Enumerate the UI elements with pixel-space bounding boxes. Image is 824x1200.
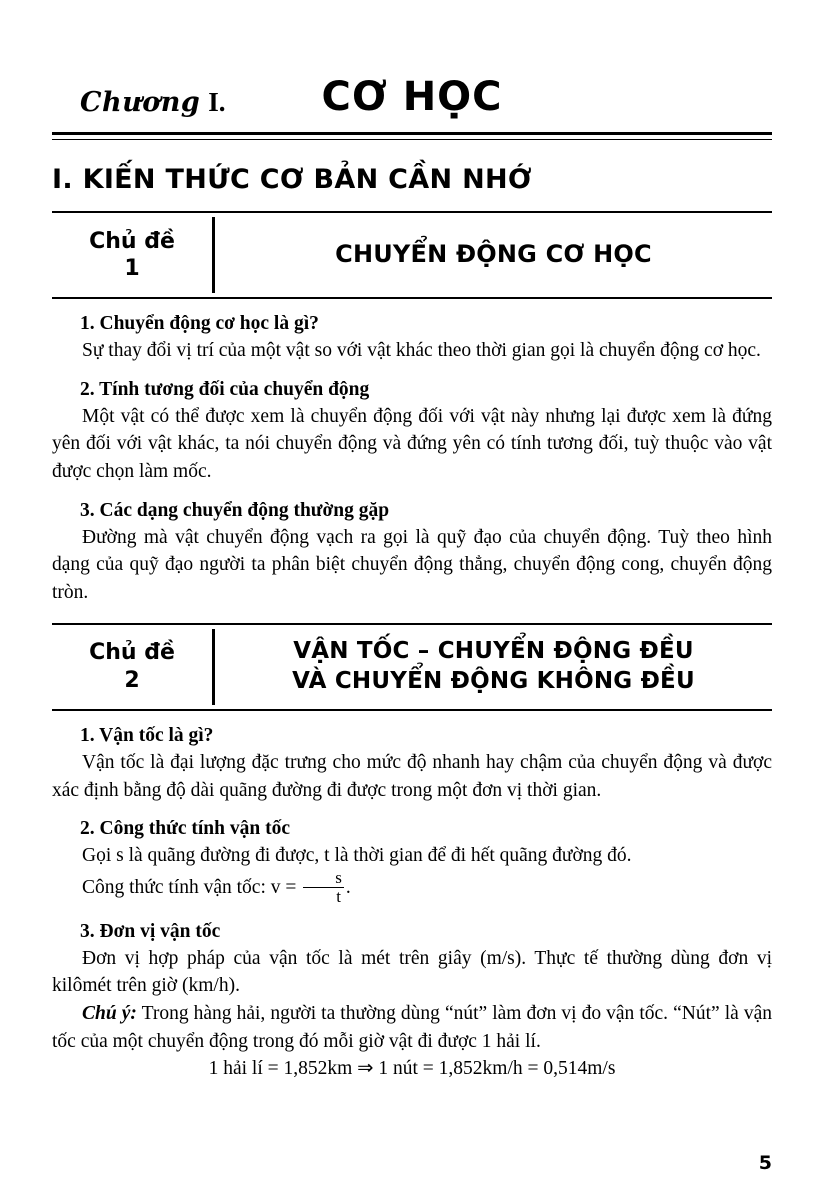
chapter-header (52, 46, 772, 124)
note-label: Chú ý: (82, 1002, 137, 1024)
velocity-fraction (303, 869, 344, 906)
topic-1-label-group (52, 213, 212, 297)
topic-1-number: 1 (124, 256, 140, 281)
topic-2-label: Chủ đề (89, 640, 175, 666)
header-divider (52, 132, 772, 140)
topic-2-item-2-text: Gọi s là quãng đường đi được, t là thời gian để đi hết quãng đường đó. (82, 845, 632, 867)
topic-2-item-3-heading: 3. Đơn vị vận tốc (80, 920, 221, 942)
note-text: Trong hàng hải, người ta thường dùng “nút” làm đơn vị đo vận tốc. “Nút” là vận tốc của một chuyển động trong đó mỗi giờ vật đi được 1 hải lí. (52, 1002, 772, 1052)
topic-box-2 (52, 623, 772, 711)
page-number: 5 (758, 1152, 772, 1174)
topic-2-item-2-heading: 2. Công thức tính vận tốc (80, 818, 290, 840)
topic-1-item-3-heading: 3. Các dạng chuyển động thường gặp (80, 499, 390, 521)
topic-1-title: CHUYỂN ĐỘNG CƠ HỌC (335, 240, 652, 269)
velocity-formula-prefix: Công thức tính vận tốc: v = (82, 876, 302, 898)
topic-1-label: Chủ đề (89, 228, 175, 254)
section-heading: I. KIẾN THỨC CƠ BẢN CẦN NHỚ (52, 164, 532, 195)
topic-2-item-1-text: Vận tốc là đại lượng đặc trưng cho mức độ nhanh hay chậm của chuyển động và được xác định bằng độ dài quãng đường đi được trong một đơn vị thời gian. (52, 751, 772, 801)
topic-2-title-line2: VÀ CHUYỂN ĐỘNG KHÔNG ĐỀU (292, 667, 695, 694)
chapter-number: I. (208, 87, 226, 117)
topic-2-number: 2 (124, 667, 140, 693)
topic-1-item-3-text: Đường mà vật chuyển động vạch ra gọi là quỹ đạo của chuyển động. Tuỳ theo hình dạng của quỹ đạo người ta phân biệt chuyển động thẳng, chuyển động cong, chuyển động tròn. (52, 526, 772, 604)
topic-1-item-1-heading: 1. Chuyển động cơ học là gì? (80, 313, 319, 334)
topic-1-item-1-text: Sự thay đổi vị trí của một vật so với vật khác theo thời gian gọi là chuyển động cơ học. (82, 340, 761, 361)
topic-2-title (215, 625, 772, 709)
chapter-word: Chương (80, 87, 201, 118)
topic-2-note (52, 1000, 772, 1055)
topic-2-label-group (52, 625, 212, 709)
velocity-formula-suffix: . (345, 876, 351, 898)
velocity-formula-line (52, 867, 772, 907)
topic-2-title-line1: VẬN TỐC – CHUYỂN ĐỘNG ĐỀU (293, 637, 694, 664)
velocity-fraction-numerator: s (335, 867, 342, 887)
topic-2-item-3-text: Đơn vị hợp pháp của vận tốc là mét trên giây (m/s). Thực tế thường dùng đơn vị kilômét trên giờ (km/h). (52, 947, 772, 997)
topic-1-item-2-text: Một vật có thể được xem là chuyển động đối với vật này nhưng lại được xem là đứng yên đối với vật khác, ta nói chuyển động và đứng yên có tính tương đối, tuỳ thuộc vào vật được chọn làm mốc. (52, 405, 772, 483)
velocity-fraction-denominator: t (303, 887, 344, 906)
topic-2-item-1-heading: 1. Vận tốc là gì? (80, 724, 214, 746)
topic-1-item-2-heading: 2. Tính tương đối của chuyển động (80, 378, 370, 400)
topic-box-1 (52, 211, 772, 299)
conversion-formula: 1 hải lí = 1,852km ⇒ 1 nút = 1,852km/h = 0,514m/s (208, 1058, 616, 1080)
chapter-title: CƠ HỌC (321, 74, 503, 120)
